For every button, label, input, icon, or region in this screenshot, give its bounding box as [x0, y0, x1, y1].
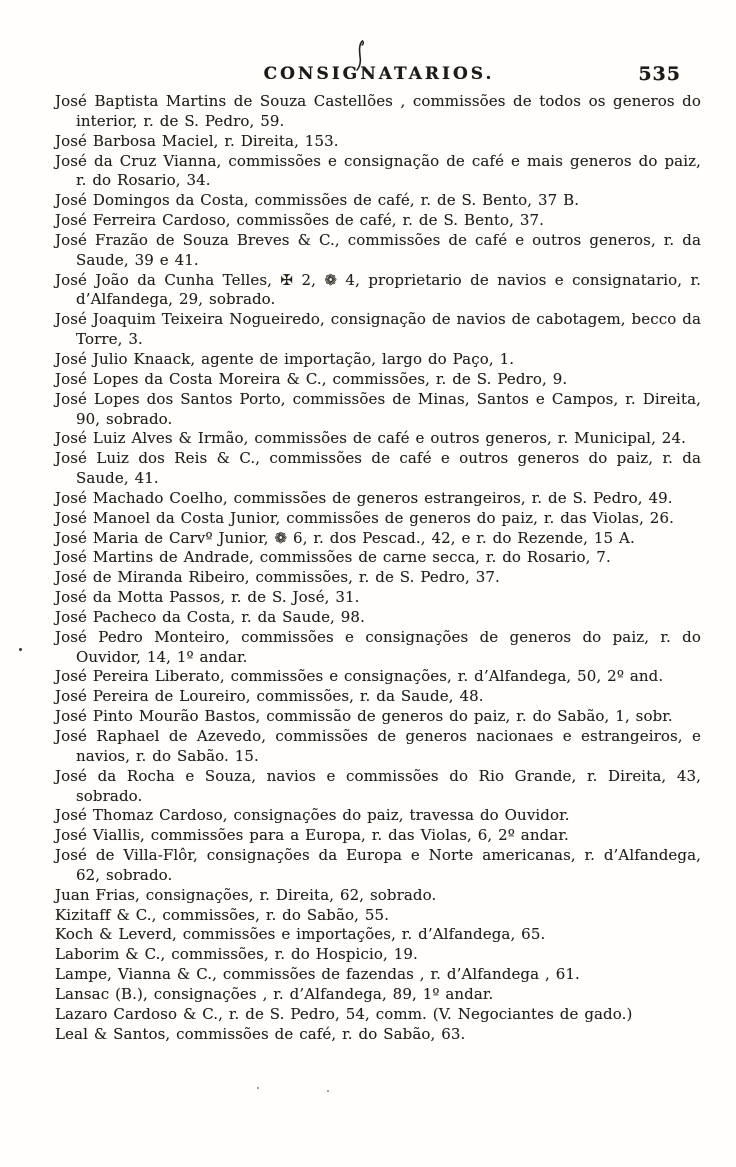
- directory-entry: Leal & Santos, commissões de café, r. do Sabão, 63.: [55, 1024, 466, 1043]
- directory-entry: José Joaquim Teixeira Nogueiredo, consignação de navios de cabotagem, becco da Torre, 3.: [55, 310, 701, 349]
- directory-entry: José da Cruz Vianna, commissões e consignação de café e mais generos do paiz, r. do Rosario, 34.: [55, 151, 701, 190]
- directory-entry: José Viallis, commissões para a Europa, r. das Violas, 6, 2º andar.: [55, 826, 569, 845]
- directory-entry: José Lopes da Costa Moreira & C., commissões, r. de S. Pedro, 9.: [55, 369, 568, 388]
- directory-entry: José Lopes dos Santos Porto, commissões de Minas, Santos e Campos, r. Direita, 90, sobrado.: [55, 389, 701, 428]
- page-header: [55, 64, 703, 90]
- directory-entry: Koch & Leverd, commissões e importações, r. d’Alfandega, 65.: [55, 925, 546, 944]
- ink-speck: [327, 1090, 329, 1092]
- directory-entry: Lampe, Vianna & C., commissões de fazendas , r. d’Alfandega , 61.: [55, 965, 580, 984]
- directory-entry: José da Rocha e Souza, navios e commissões do Rio Grande, r. Direita, 43, sobrado.: [55, 766, 701, 805]
- directory-entry: José de Miranda Ribeiro, commissões, r. de S. Pedro, 37.: [55, 568, 500, 587]
- directory-entry: José de Villa-Flôr, consignações da Europa e Norte americanas, r. d’Alfandega, 62, sobrado.: [55, 846, 701, 884]
- directory-entry: Laborim & C., commissões, r. do Hospicio, 19.: [55, 945, 418, 964]
- directory-entry: José Luiz Alves & Irmão, commissões de café e outros generos, r. Municipal, 24.: [55, 429, 686, 448]
- directory-entry: José Pacheco da Costa, r. da Saude, 98.: [55, 607, 365, 626]
- ink-speck: [257, 1087, 259, 1089]
- directory-entry: José Julio Knaack, agente de importação, largo do Paço, 1.: [55, 349, 515, 368]
- directory-entry: José Thomaz Cardoso, consignações do paiz, travessa do Ouvidor.: [55, 806, 570, 825]
- directory-entry: José Machado Coelho, commissões de generos estrangeiros, r. de S. Pedro, 49.: [55, 488, 673, 507]
- directory-entry: José Ferreira Cardoso, commissões de café, r. de S. Bento, 37.: [55, 211, 545, 230]
- directory-entry: José Pereira de Loureiro, commissões, r. da Saude, 48.: [55, 687, 484, 706]
- directory-entry: José Pinto Mourão Bastos, commissão de generos do paiz, r. do Sabão, 1, sobr.: [55, 707, 673, 726]
- directory-entry: José Pedro Monteiro, commissões e consignações de generos do paiz, r. do Ouvidor, 14, 1º andar.: [55, 627, 701, 666]
- directory-list: [55, 92, 701, 1045]
- directory-entry: José Raphael de Azevedo, commissões de generos nacionaes e estrangeiros, e navios, r. do Sabão. 15.: [55, 727, 701, 765]
- ink-speck: [19, 648, 22, 651]
- directory-entry: José João da Cunha Telles, ✠ 2, ❁ 4, proprietario de navios e consignatario, r. d’Alfandega, 29, sobrado.: [55, 270, 701, 309]
- directory-entry: Lazaro Cardoso & C., r. de S. Pedro, 54, comm. (V. Negociantes de gado.): [55, 1004, 633, 1023]
- page-number: 535: [638, 63, 681, 85]
- directory-entry: José Manoel da Costa Junior, commissões de generos do paiz, r. das Violas, 26.: [55, 508, 674, 527]
- directory-entry: José Martins de Andrade, commissões de carne secca, r. do Rosario, 7.: [55, 548, 611, 567]
- directory-entry: Juan Frias, consignações, r. Direita, 62, sobrado.: [55, 885, 437, 904]
- directory-entry: José Pereira Liberato, commissões e consignações, r. d’Alfandega, 50, 2º and.: [55, 667, 664, 686]
- page-title: CONSIGNATARIOS.: [263, 64, 495, 84]
- directory-entry: José Barbosa Maciel, r. Direita, 153.: [55, 131, 339, 150]
- directory-entry: Kizitaff & C., commissões, r. do Sabão, 55.: [55, 905, 390, 924]
- directory-entry: Lansac (B.), consignações , r. d’Alfandega, 89, 1º andar.: [55, 984, 494, 1003]
- directory-entry: José Baptista Martins de Souza Castellões , commissões de todos os generos do interior, r. de S. Pedro, 59.: [55, 92, 701, 130]
- directory-entry: José Domingos da Costa, commissões de café, r. de S. Bento, 37 B.: [55, 191, 580, 210]
- directory-entry: José Luiz dos Reis & C., commissões de café e outros generos do paiz, r. da Saude, 41.: [55, 449, 701, 488]
- directory-entry: José da Motta Passos, r. de S. José, 31.: [55, 588, 360, 607]
- directory-entry: José Maria de Carvº Junior, ❁ 6, r. dos Pescad., 42, e r. do Rezende, 15 A.: [55, 528, 635, 547]
- directory-entry: José Frazão de Souza Breves & C., commissões de café e outros generos, r. da Saude, 39 e 41.: [55, 230, 701, 269]
